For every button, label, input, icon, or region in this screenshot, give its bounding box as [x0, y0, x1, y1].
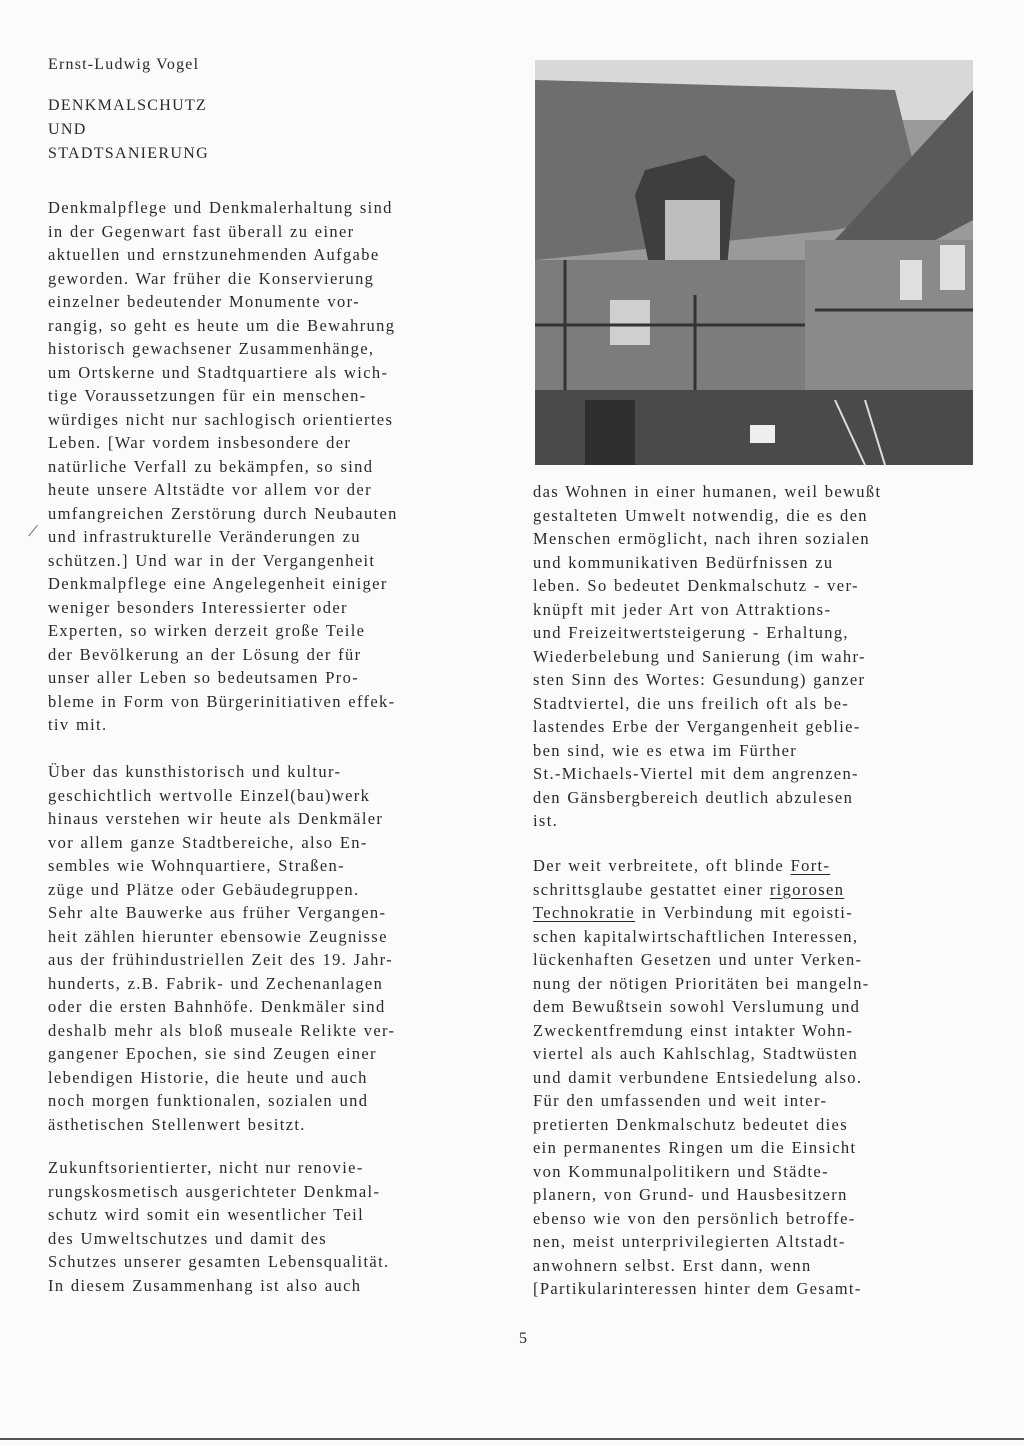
text-line: schutz wird somit ein wesentlicher Teil: [48, 1205, 365, 1224]
text-line: und Freizeitwertsteigerung - Erhaltung,: [533, 623, 849, 642]
text-line: würdiges nicht nur sachlogisch orientiertes: [48, 409, 394, 429]
text-line: unser aller Leben so bedeutsamen Pro-: [48, 668, 360, 687]
text-line: tige Voraussetzungen für ein menschen-: [48, 386, 367, 405]
text-line: knüpft mit jeder Art von Attraktions-: [533, 599, 832, 619]
article-title: [48, 94, 209, 166]
text-line: leben. So bedeutet Denkmalschutz - ver-: [533, 576, 859, 595]
text-line: einzelner bedeutender Monumente vor-: [48, 292, 360, 311]
text-line: Schutzes unserer gesamten Lebensqualität.: [48, 1252, 390, 1271]
text-line: historisch gewachsener Zusammenhänge,: [48, 339, 375, 358]
right-paragraph-1: [533, 480, 881, 833]
text-line: viertel als auch Kahlschlag, Stadtwüsten: [533, 1044, 859, 1063]
text-line: in der Gegenwart fast überall zu einer: [48, 221, 355, 241]
text-line: Zukunftsorientierter, nicht nur renovie-: [48, 1158, 364, 1177]
left-paragraph-2: [48, 760, 395, 1136]
text-line: Technokratie in Verbindung mit egoisti-: [533, 903, 854, 922]
text-line: um Ortskerne und Stadtquartiere als wich-: [48, 362, 389, 382]
text-line: [Partikularinteressen hinter dem Gesamt-: [533, 1279, 862, 1298]
text-line: den Gänsbergbereich deutlich abzulesen: [533, 787, 854, 807]
text-line: und infrastrukturelle Veränderungen zu: [48, 527, 361, 546]
text-line: Denkmalpflege und Denkmalerhaltung sind: [48, 198, 393, 217]
text-line: heute unsere Altstädte vor allem vor der: [48, 480, 372, 499]
text-line: Sehr alte Bauwerke aus früher Vergangen-: [48, 903, 387, 922]
text-line: Experten, so wirken derzeit große Teile: [48, 621, 366, 640]
text-line: aktuellen und ernstzunehmenden Aufgabe: [48, 245, 380, 264]
page-number: 5: [519, 1330, 527, 1347]
title-line: DENKMALSCHUTZ: [48, 97, 208, 114]
text-line: des Umweltschutzes und damit des: [48, 1228, 328, 1248]
text-line: ebenso wie von den persönlich betroffe-: [533, 1208, 856, 1228]
title-line: UND: [48, 121, 87, 138]
text-line: noch morgen funktionalen, sozialen und: [48, 1091, 369, 1110]
text-line: hunderts, z.B. Fabrik- und Zechenanlagen: [48, 973, 384, 993]
text-line: tiv mit.: [48, 715, 108, 734]
text-line: Menschen ermöglicht, nach ihren sozialen: [533, 529, 871, 548]
text-line: lebendigen Historie, die heute und auch: [48, 1067, 368, 1087]
text-line: nung der nötigen Prioritäten bei mangeln-: [533, 973, 870, 993]
text-line: aus der frühindustriellen Zeit des 19. Jahr-: [48, 950, 394, 969]
text-line: der Bevölkerung an der Lösung der für: [48, 644, 362, 664]
text-line: Der weit verbreitete, oft blinde Fort-: [533, 856, 831, 875]
author: Ernst-Ludwig Vogel: [48, 56, 200, 73]
building-photo: [535, 60, 973, 465]
text-line: anwohnern selbst. Erst dann, wenn: [533, 1255, 812, 1275]
text-line: geworden. War früher die Konservierung: [48, 268, 375, 288]
text-line: lückenhaften Gesetzen und unter Verken-: [533, 950, 863, 969]
text-line: Denkmalpflege eine Angelegenheit einiger: [48, 574, 388, 593]
right-paragraph-2: [533, 854, 870, 1301]
text-line: geschichtlich wertvolle Einzel(bau)werk: [48, 785, 371, 805]
text-line: sten Sinn des Wortes: Gesundung) ganzer: [533, 670, 866, 689]
text-line: planern, von Grund- und Hausbesitzern: [533, 1185, 848, 1204]
text-line: schützen.] Und war in der Vergangenheit: [48, 550, 376, 570]
text-line: pretierten Denkmalschutz bedeutet dies: [533, 1114, 848, 1134]
text-line: Für den umfassenden und weit inter-: [533, 1091, 828, 1110]
text-line: hinaus verstehen wir heute als Denkmäler: [48, 809, 384, 828]
text-line: deshalb mehr als bloß museale Relikte ver-: [48, 1020, 396, 1040]
text-line: rangig, so geht es heute um die Bewahrung: [48, 315, 396, 335]
text-line: ben sind, wie es etwa im Fürther: [533, 740, 798, 760]
text-line: und damit verbundene Entsiedelung also.: [533, 1067, 863, 1087]
text-line: Leben. [War vordem insbesondere der: [48, 433, 352, 452]
text-line: natürliche Verfall zu bekämpfen, so sind: [48, 456, 374, 476]
text-line: das Wohnen in einer humanen, weil bewußt: [533, 482, 882, 501]
text-line: züge und Plätze oder Gebäudegruppen.: [48, 879, 360, 899]
text-line: Über das kunsthistorisch und kultur-: [48, 762, 342, 781]
left-paragraph-3: [48, 1156, 390, 1297]
text-line: heit zählen hierunter ebensowie Zeugnisse: [48, 926, 388, 946]
text-line: Stadtviertel, die uns freilich oft als be-: [533, 693, 850, 713]
text-line: gestalteten Umwelt notwendig, die es den: [533, 505, 868, 525]
text-line: St.-Michaels-Viertel mit dem angrenzen-: [533, 764, 859, 783]
text-line: vor allem ganze Stadtbereiche, also En-: [48, 832, 368, 852]
text-line: bleme in Form von Bürgerinitiativen effek-: [48, 691, 396, 711]
text-line: ästhetischen Stellenwert besitzt.: [48, 1114, 306, 1134]
text-line: dem Bewußtsein sowohl Verslumung und: [533, 997, 861, 1016]
text-line: schen kapitalwirtschaftlichen Interessen,: [533, 926, 859, 946]
text-line: umfangreichen Zerstörung durch Neubauten: [48, 503, 398, 523]
text-line: sembles wie Wohnquartiere, Straßen-: [48, 856, 345, 875]
title-line: STADTSANIERUNG: [48, 145, 209, 162]
text-line: von Kommunalpolitikern und Städte-: [533, 1161, 829, 1181]
text-line: und kommunikativen Bedürfnissen zu: [533, 552, 834, 572]
text-line: oder die ersten Bahnhöfe. Denkmäler sind: [48, 997, 386, 1016]
text-line: In diesem Zusammenhang ist also auch: [48, 1275, 362, 1295]
text-line: Wiederbelebung und Sanierung (im wahr-: [533, 646, 866, 666]
text-line: gangener Epochen, sie sind Zeugen einer: [48, 1044, 377, 1063]
margin-pencil-mark: /: [26, 519, 40, 543]
text-line: schrittsglaube gestattet einer rigorosen: [533, 879, 845, 899]
left-paragraph-1: [48, 196, 398, 737]
text-line: Zweckentfremdung einst intakter Wohn-: [533, 1020, 854, 1040]
text-line: nen, meist unterprivilegierten Altstadt-: [533, 1232, 846, 1251]
text-line: ist.: [533, 811, 559, 830]
text-line: ein permanentes Ringen um die Einsicht: [533, 1138, 857, 1157]
page-edge-line: [0, 1438, 1024, 1440]
text-line: rungskosmetisch ausgerichteter Denkmal-: [48, 1181, 381, 1201]
text-line: weniger besonders Interessierter oder: [48, 597, 348, 617]
text-line: lastendes Erbe der Vergangenheit geblie-: [533, 717, 861, 736]
